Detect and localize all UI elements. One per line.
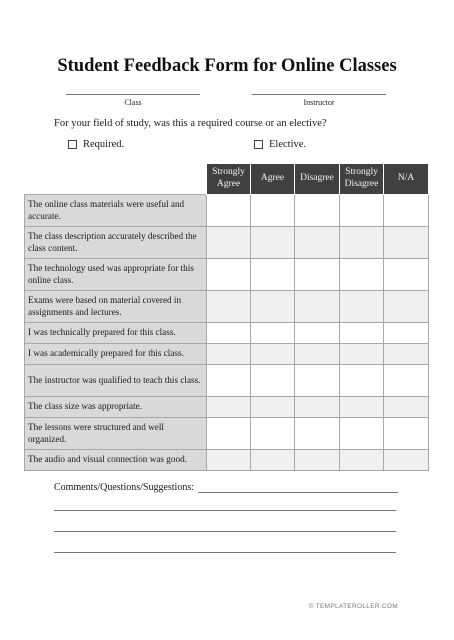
feedback-table [24,163,429,471]
response-cell-na[interactable] [384,291,429,323]
comments-line-4[interactable] [54,552,396,553]
comments-section [54,482,398,493]
comments-line-1[interactable] [198,483,398,493]
required-option[interactable] [68,139,124,150]
response-cell-strongly-disagree[interactable] [340,450,384,471]
response-cell-agree[interactable] [251,195,295,227]
response-cell-na[interactable] [384,323,429,344]
response-cell-disagree[interactable] [295,323,340,344]
col-na: N/A [384,164,429,195]
response-cell-na[interactable] [384,365,429,397]
table-row [25,323,429,344]
statement-cell: The technology used was appropriate for this online class. [25,259,207,291]
response-cell-strongly-disagree[interactable] [340,418,384,450]
response-cell-strongly-disagree[interactable] [340,365,384,397]
header-row [25,164,429,195]
table-row [25,397,429,418]
response-cell-strongly-disagree[interactable] [340,323,384,344]
table-row [25,227,429,259]
response-cell-strongly-disagree[interactable] [340,195,384,227]
elective-checkbox[interactable] [254,140,263,149]
statement-cell: I was technically prepared for this class. [25,323,207,344]
table-row [25,418,429,450]
footer-credit: © TEMPLATEROLLER.COM [308,603,398,610]
comments-line-2[interactable] [54,510,396,511]
response-cell-strongly-disagree[interactable] [340,259,384,291]
response-cell-agree[interactable] [251,344,295,365]
statement-cell: The class description accurately described the class content. [25,227,207,259]
statement-cell: I was academically prepared for this class. [25,344,207,365]
response-cell-agree[interactable] [251,365,295,397]
response-cell-strongly-disagree[interactable] [340,291,384,323]
comments-line-3[interactable] [54,531,396,532]
table-row [25,450,429,471]
response-cell-na[interactable] [384,450,429,471]
required-label: Required. [83,139,125,150]
response-cell-strongly-agree[interactable] [207,291,251,323]
response-cell-disagree[interactable] [295,227,340,259]
header-blank [25,164,207,195]
response-cell-agree[interactable] [251,259,295,291]
table-row [25,291,429,323]
response-cell-na[interactable] [384,259,429,291]
course-type-question: For your field of study, was this a required course or an elective? [54,118,327,129]
response-cell-disagree[interactable] [295,291,340,323]
response-cell-strongly-agree[interactable] [207,450,251,471]
response-cell-strongly-disagree[interactable] [340,344,384,365]
response-cell-strongly-disagree[interactable] [340,397,384,418]
col-disagree: Disagree [295,164,340,195]
response-cell-agree[interactable] [251,291,295,323]
response-cell-na[interactable] [384,227,429,259]
response-cell-strongly-agree[interactable] [207,418,251,450]
table-row [25,259,429,291]
response-cell-disagree[interactable] [295,259,340,291]
response-cell-agree[interactable] [251,418,295,450]
statement-cell: The class size was appropriate. [25,397,207,418]
statement-cell: Exams were based on material covered in assignments and lectures. [25,291,207,323]
table-row [25,195,429,227]
table-row [25,365,429,397]
response-cell-strongly-agree[interactable] [207,195,251,227]
response-cell-disagree[interactable] [295,344,340,365]
col-strongly-disagree: Strongly Disagree [340,164,384,195]
response-cell-na[interactable] [384,344,429,365]
required-checkbox[interactable] [68,140,77,149]
response-cell-na[interactable] [384,397,429,418]
response-cell-strongly-agree[interactable] [207,344,251,365]
response-cell-strongly-agree[interactable] [207,397,251,418]
statement-cell: The online class materials were useful and accurate. [25,195,207,227]
instructor-line [252,90,386,95]
elective-label: Elective. [269,139,307,150]
response-cell-agree[interactable] [251,450,295,471]
response-cell-disagree[interactable] [295,365,340,397]
table-row [25,344,429,365]
response-cell-disagree[interactable] [295,418,340,450]
instructor-label: Instructor [303,98,335,107]
response-cell-agree[interactable] [251,323,295,344]
response-cell-agree[interactable] [251,227,295,259]
elective-option[interactable] [254,139,306,150]
response-cell-na[interactable] [384,195,429,227]
response-cell-strongly-disagree[interactable] [340,227,384,259]
form-title: Student Feedback Form for Online Classes [57,56,397,76]
response-cell-agree[interactable] [251,397,295,418]
col-agree: Agree [251,164,295,195]
class-label: Class [124,98,142,107]
class-field[interactable] [66,90,200,107]
comments-label: Comments/Questions/Suggestions: [54,482,195,493]
statement-cell: The lessons were structured and well organized. [25,418,207,450]
response-cell-strongly-agree[interactable] [207,259,251,291]
instructor-field[interactable] [252,90,386,107]
response-cell-disagree[interactable] [295,195,340,227]
col-strongly-agree: Strongly Agree [207,164,251,195]
response-cell-strongly-agree[interactable] [207,323,251,344]
response-cell-disagree[interactable] [295,397,340,418]
statement-cell: The audio and visual connection was good. [25,450,207,471]
response-cell-strongly-agree[interactable] [207,227,251,259]
statement-cell: The instructor was qualified to teach this class. [25,365,207,397]
response-cell-strongly-agree[interactable] [207,365,251,397]
response-cell-disagree[interactable] [295,450,340,471]
response-cell-na[interactable] [384,418,429,450]
class-line [66,90,200,95]
